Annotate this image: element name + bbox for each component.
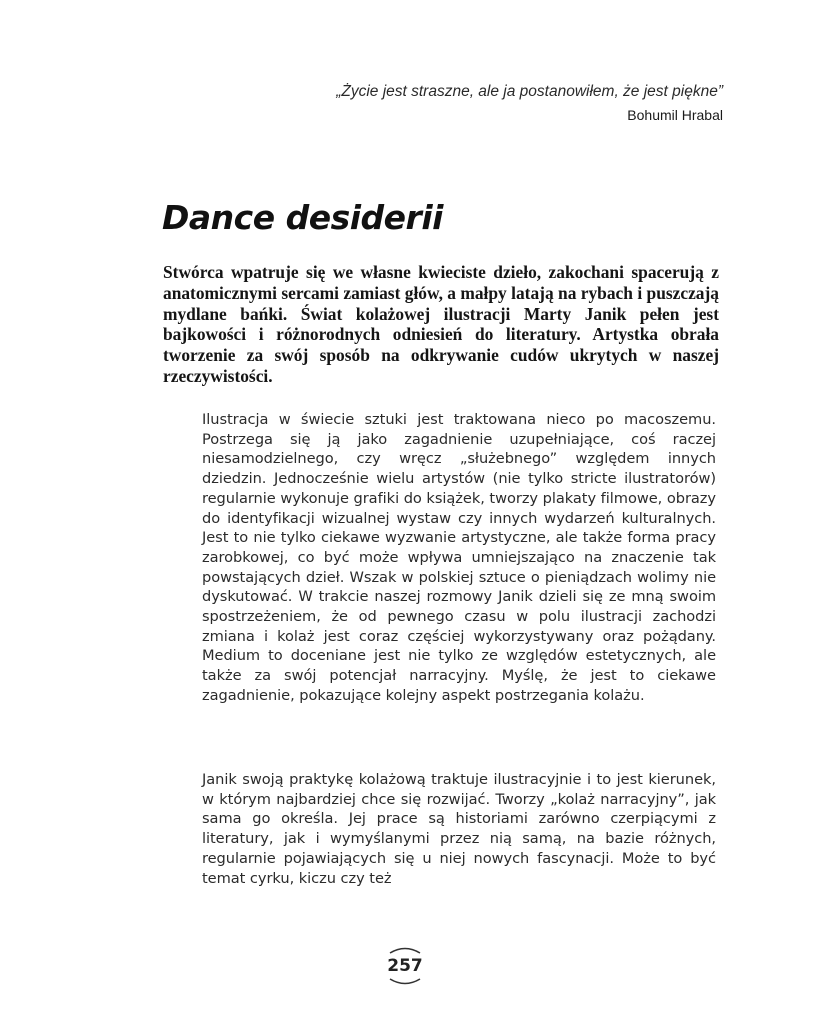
epigraph: [336, 80, 723, 126]
epigraph-quote: „Życie jest straszne, ale ja postanowiłem, że jest piękne”: [336, 83, 723, 100]
page-number: 257: [387, 956, 423, 976]
body-paragraph-1: Ilustracja w świecie sztuki jest traktowana nieco po macoszemu. Postrzega się ją jako zagadnienie uzupełniające, coś raczej niesamodzielnego, czy wręcz „służebnego” względem innych dziedzin. Jednocześnie wielu artystów (nie tylko stricte ilustratorów) regularnie wykonuje grafiki do książek, tworzy plakaty filmowe, obrazy do identyfikacji wizualnej wystaw czy innych wydarzeń kulturalnych. Jest to nie tylko ciekawe wyzwanie artystyczne, ale także forma pracy zarobkowej, co być może wpływa umniejszająco na znaczenie tak powstających dzieł. Wszak w polskiej sztuce o pieniądzach wolimy nie dyskutować. W trakcie naszej rozmowy Janik dzieli się ze mną swoim spostrzeżeniem, że od pewnego czasu w polu ilustracji zachodzi zmiana i kolaż jest coraz częściej wykorzystywany oraz pożądany. Medium to doceniane jest nie tylko ze względów estetycznych, ale także za swój potencjał narracyjny. Myślę, że jest to ciekawe zagadnienie, pokazujące kolejny aspekt postrzegania kolażu.: [202, 411, 716, 704]
page-folio: [380, 946, 430, 1006]
folio-top-arc-icon: [388, 946, 422, 954]
body-paragraph-2: Janik swoją praktykę kolażową traktuje ilustracyjnie i to jest kierunek, w którym najbardziej chce się rozwijać. Tworzy „kolaż narracyjny”, jak sama go określa. Jej prace są historiami zarówno czerpiącymi z literatury, jak i wymyślanymi przez nią samą, na bazie różnych, regularnie pojawiających się u niej nowych fascynacji. Może to być temat cyrku, kiczu czy też: [202, 771, 716, 887]
folio-bottom-arc-icon: [388, 978, 422, 986]
epigraph-author: Bohumil Hrabal: [627, 107, 723, 123]
article-title: Dance desiderii: [162, 198, 443, 237]
article-lead: Stwórca wpatruje się we własne kwieciste dzieło, zakochani spacerują z anatomicznymi sercami zamiast głów, a małpy latają na rybach i puszczają mydlane bańki. Świat kolażowej ilustracji Marty Janik pełen jest bajkowości i różnorodnych odniesień do literatury. Artystka obrała tworzenie za swój sposób na odkrywanie cudów ukrytych w naszej rzeczywistości.: [163, 262, 719, 386]
